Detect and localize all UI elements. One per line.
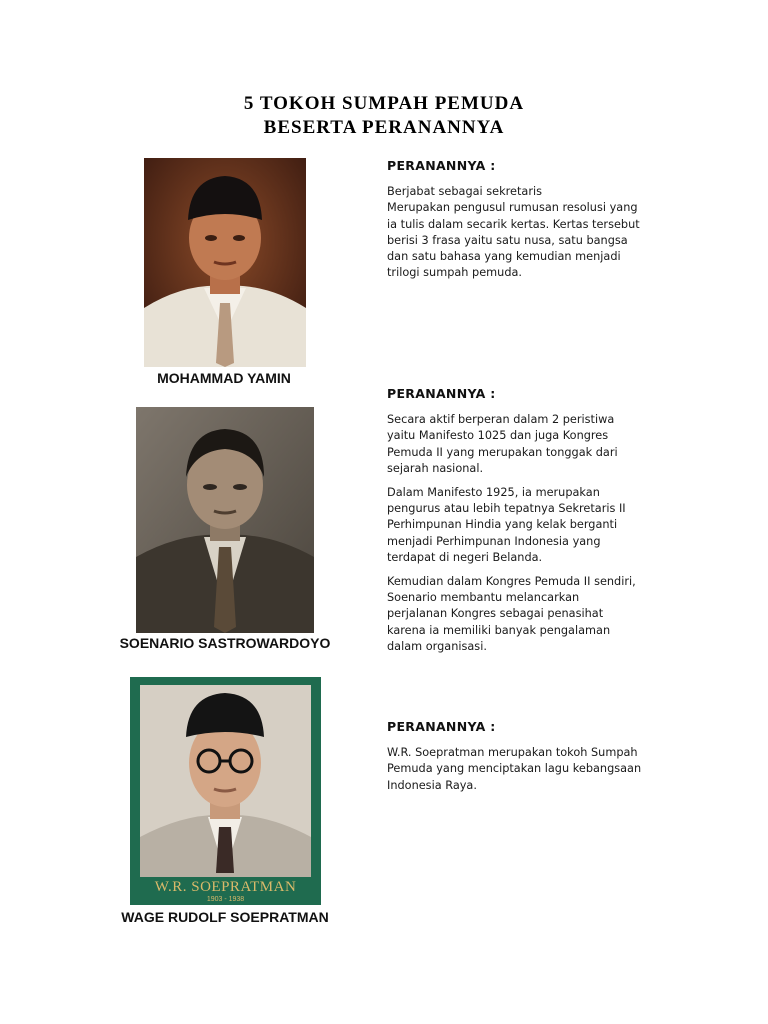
text-line: pengurus atau lebih tepatnya Sekretaris II xyxy=(387,502,626,516)
text-line: dan satu bahasa yang kemudian menjadi xyxy=(387,250,621,264)
role-paragraph xyxy=(387,412,677,477)
text-line: Kemudian dalam Kongres Pemuda II sendiri, xyxy=(387,575,636,589)
text-line: Indonesia Raya. xyxy=(387,778,477,792)
text-line: menjadi Perhimpunan Indonesia yang xyxy=(387,534,601,548)
name-mohammad-yamin: MOHAMMAD YAMIN xyxy=(157,370,291,386)
text-line: karena ia memiliki banyak pengalaman xyxy=(387,623,611,637)
text-line: Merupakan pengusul rumusan resolusi yang xyxy=(387,201,638,215)
portrait-caption: W.R. SOEPRATMAN xyxy=(154,879,297,895)
portrait-years: 1903 - 1938 xyxy=(206,896,245,903)
role-section-soepratman xyxy=(387,719,677,802)
role-heading: PERANANNYA : xyxy=(387,386,496,401)
text-line: W.R. Soepratman merupakan tokoh Sumpah xyxy=(387,746,638,760)
text-line: sejarah nasional. xyxy=(387,461,484,475)
name-soenario-sastrowardoyo: SOENARIO SASTROWARDOYO xyxy=(119,635,331,651)
name-wage-rudolf-soepratman: WAGE RUDOLF SOEPRATMAN xyxy=(121,909,329,925)
title-line-1: 5 TOKOH SUMPAH PEMUDA xyxy=(243,93,525,114)
text-line: trilogi sumpah pemuda. xyxy=(387,266,523,280)
role-paragraph xyxy=(387,574,677,655)
text-line: Secara aktif berperan dalam 2 peristiwa xyxy=(387,413,615,427)
role-paragraph xyxy=(387,485,677,566)
text-line: terdapat di negeri Belanda. xyxy=(387,550,543,564)
role-paragraph xyxy=(387,184,677,281)
portrait-soenario-sastrowardoyo xyxy=(136,407,314,633)
role-paragraph xyxy=(387,745,677,794)
text-line: dalam organisasi. xyxy=(387,639,487,653)
text-line: Soenario membantu melancarkan xyxy=(387,591,580,605)
role-section-soenario xyxy=(387,386,677,663)
text-line: perjalanan Kongres sebagai penasihat xyxy=(387,607,604,621)
document-title xyxy=(0,92,768,140)
text-line: Pemuda II yang merupakan tonggak dari xyxy=(387,445,618,459)
title-line-2: BESERTA PERANANNYA xyxy=(263,117,505,138)
portrait-wage-rudolf-soepratman xyxy=(130,677,321,905)
role-heading: PERANANNYA : xyxy=(387,158,496,173)
text-line: Dalam Manifesto 1925, ia merupakan xyxy=(387,486,600,500)
text-line: berisi 3 frasa yaitu satu nusa, satu bangsa xyxy=(387,233,628,247)
text-line: yaitu Manifesto 1025 dan juga Kongres xyxy=(387,429,609,443)
text-line: Perhimpunan Hindia yang kelak berganti xyxy=(387,518,618,532)
portrait-mohammad-yamin xyxy=(144,158,306,367)
text-line: ia tulis dalam secarik kertas. Kertas tersebut xyxy=(387,217,640,231)
text-line: Pemuda yang menciptakan lagu kebangsaan xyxy=(387,762,642,776)
role-section-mohammad-yamin xyxy=(387,158,677,289)
role-heading: PERANANNYA : xyxy=(387,719,496,734)
text-line: Berjabat sebagai sekretaris xyxy=(387,185,543,199)
